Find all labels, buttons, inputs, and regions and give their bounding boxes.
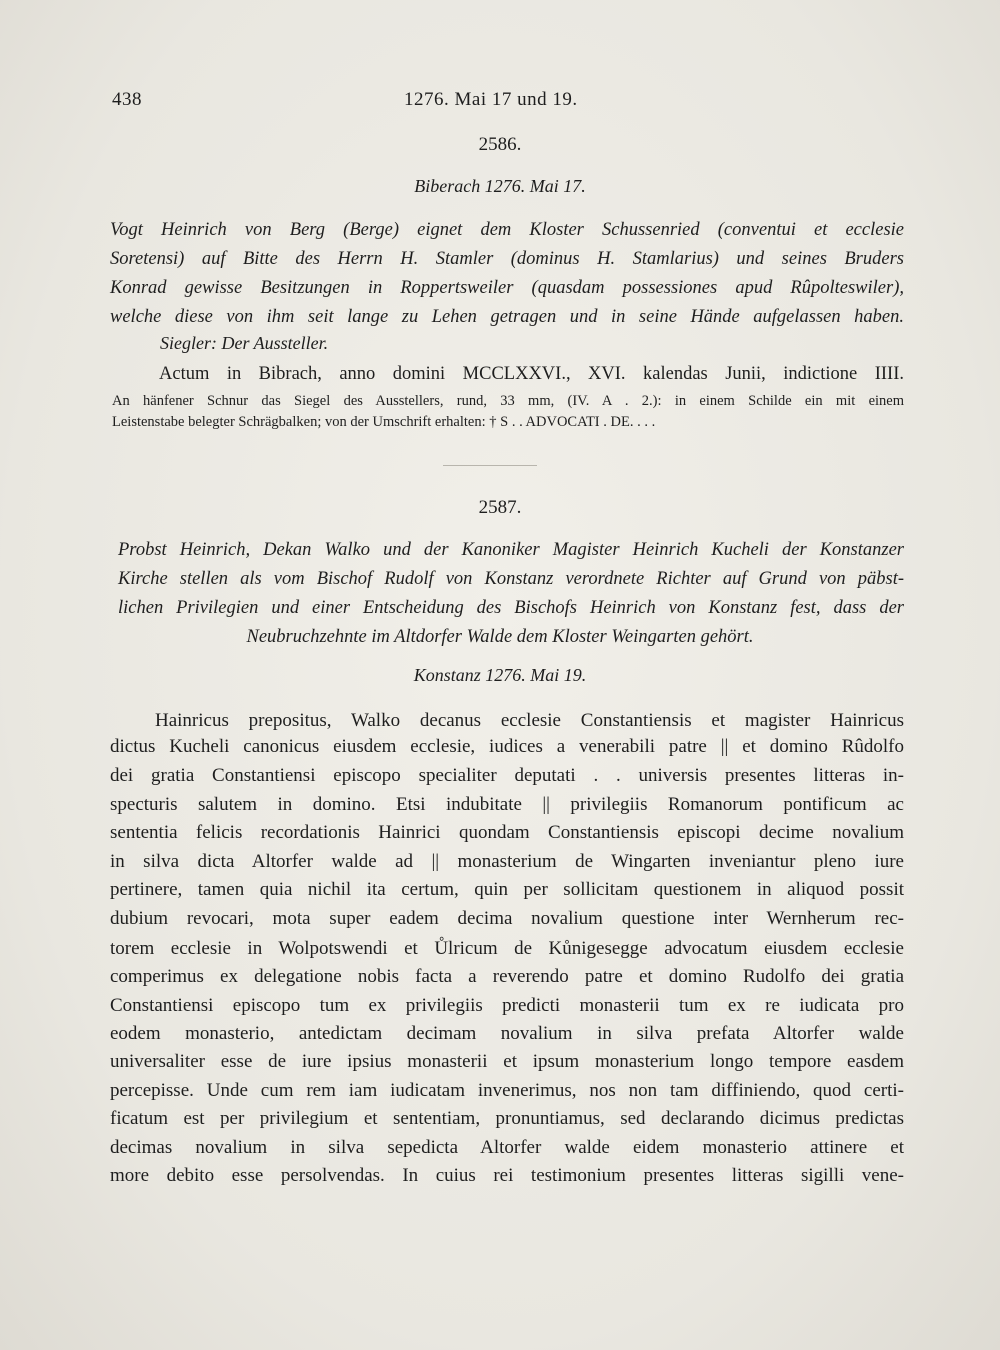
place-date-line: Biberach 1276. Mai 17. bbox=[414, 176, 586, 196]
regest-line: welche diese von ihm seit lange zu Lehen getragen und in seine Hände aufgelassen haben. bbox=[110, 307, 904, 327]
running-head: 1276. Mai 17 und 19. bbox=[404, 89, 578, 110]
actum-line: Actum in Bibrach, anno domini MCCLXXVI., XVI. kalendas Junii, indictione IIII. bbox=[159, 364, 904, 384]
seal-note-line: Leistenstabe belegter Schrägbalken; von der Umschrift erhalten: † S . . ADVOCATI . DE. . . . bbox=[112, 414, 656, 430]
charter-text-line: ficatum est per privilegium et sententiam, pronuntiamus, sed declarando dicimus predictas bbox=[110, 1108, 904, 1129]
regest-line: Soretensi) auf Bitte des Herrn H. Stamler (dominus H. Stamlarius) und seines Bruders bbox=[110, 249, 904, 269]
charter-text-line: comperimus ex delegatione nobis facta a reverendo patre et domino Rudolfo dei gratia bbox=[110, 966, 904, 987]
regest-line: Probst Heinrich, Dekan Walko und der Kanoniker Magister Heinrich Kucheli der Konstanzer bbox=[118, 540, 904, 560]
document-number: 2587. bbox=[478, 497, 522, 518]
place-date-line: Konstanz 1276. Mai 19. bbox=[413, 665, 587, 685]
charter-text-line: Constantiensi episcopo tum ex privilegiis predicti monasterii tum ex re iudicata pro bbox=[110, 995, 904, 1016]
charter-text-line: pertinere, tamen quia nichil ita certum, quin per sollicitam questionem in aliquod possit bbox=[110, 879, 904, 900]
charter-text-line: in silva dicta Altorfer walde ad || monasterium de Wingarten inveniantur pleno iure bbox=[110, 851, 904, 872]
charter-text-line: Hainricus prepositus, Walko decanus ecclesie Constantiensis et magister Hainricus bbox=[155, 710, 904, 731]
regest-line: Konrad gewisse Besitzungen in Roppertsweiler (quasdam possessiones apud Rûpolteswiler), bbox=[110, 278, 904, 298]
charter-text-line: torem ecclesie in Wolpotswendi et Ůlricum de Kůnigesegge advocatum eiusdem ecclesie bbox=[110, 938, 904, 959]
document-number: 2586. bbox=[478, 134, 522, 155]
regest-line: Kirche stellen als vom Bischof Rudolf von Konstanz verordnete Richter auf Grund von päbst- bbox=[118, 569, 904, 589]
charter-text-line: universaliter esse de iure ipsius monasterii et ipsum monasterium longo tempore easdem bbox=[110, 1051, 904, 1072]
charter-text-line: decimas novalium in silva sepedicta Altorfer walde eidem monasterio attinere et bbox=[110, 1137, 904, 1158]
regest-line: Neubruchzehnte im Altdorfer Walde dem Kloster Weingarten gehört. bbox=[246, 627, 754, 647]
seal-note-line: An hänfener Schnur das Siegel des Ausstellers, rund, 33 mm, (IV. A . 2.): in einem Schilde ein mit einem bbox=[112, 393, 904, 409]
charter-text-line: sententia felicis recordationis Hainrici quondam Constantiensis episcopi decime novalium bbox=[110, 822, 904, 843]
regest-line: lichen Privilegien und einer Entscheidung des Bischofs Heinrich von Konstanz fest, dass der bbox=[118, 598, 904, 618]
charter-text-line: dei gratia Constantiensi episcopo specialiter deputati . . universis presentes litteras in- bbox=[110, 765, 904, 786]
sealer-line: Siegler: Der Aussteller. bbox=[160, 333, 329, 353]
charter-text-line: dubium revocari, mota super eadem decima novalium questione inter Wernherum rec- bbox=[110, 908, 904, 929]
charter-text-line: percepisse. Unde cum rem iam iudicatam invenerimus, nos non tam diffiniendo, quod certi- bbox=[110, 1080, 904, 1101]
charter-text-line: specturis salutem in domino. Etsi indubitate || privilegiis Romanorum pontificum ac bbox=[110, 794, 904, 815]
charter-text-line: eodem monasterio, antedictam decimam novalium in silva prefata Altorfer walde bbox=[110, 1023, 904, 1044]
section-divider bbox=[443, 465, 537, 466]
charter-text-line: dictus Kucheli canonicus eiusdem ecclesie, iudices a venerabili patre || et domino Rûdolfo bbox=[110, 736, 904, 757]
charter-text-line: more debito esse persolvendas. In cuius rei testimonium presentes litteras sigilli vene- bbox=[110, 1165, 904, 1186]
regest-line: Vogt Heinrich von Berg (Berge) eignet dem Kloster Schussenried (conventui et ecclesie bbox=[110, 220, 904, 240]
page-number: 438 bbox=[112, 89, 142, 110]
